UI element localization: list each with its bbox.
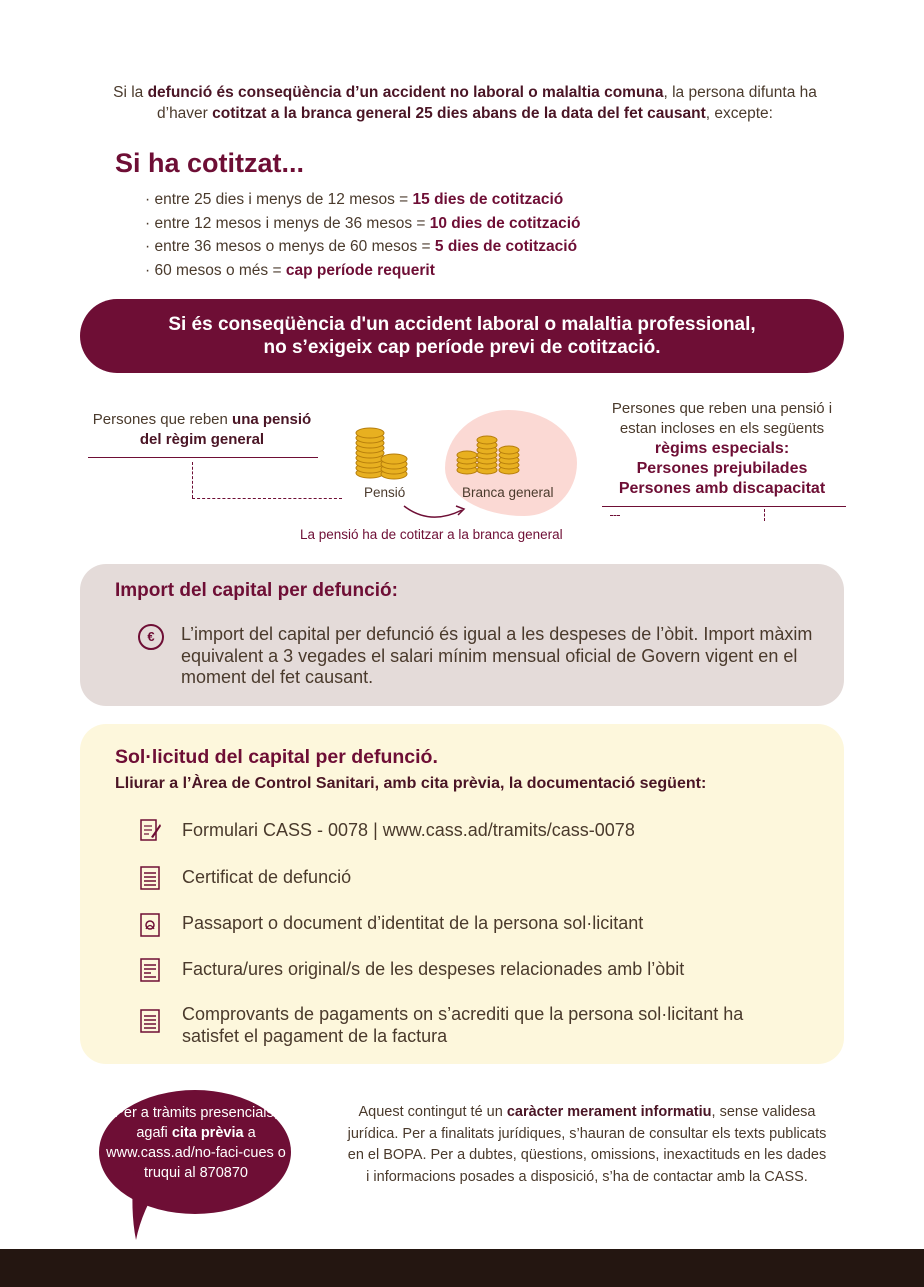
branca-label: Branca general [462,485,554,500]
import-text: L’import del capital per defunció és igual a les despeses de l’òbit. Import màxim equivalent a 3 vegades el salari mínim mensual oficial de Govern vigent en el moment del fet causant. [181,624,813,687]
euro-icon: € [138,624,164,650]
disclaimer-text: Aquest contingut té un caràcter merament informatiu, sense validesa jurídica. Per a finalitats jurídiques, s’hauran de consultar els texts publicats en el BOPA. Per a dubtes, qüestions, omissions, inexactituds en les dades i informacions posades a disposició, s’ha de contactar amb la CASS. [347,1104,827,1185]
invoice-icon [139,957,161,983]
arrow-icon [400,500,470,524]
connector-line [192,462,193,498]
import-title: Import del capital per defunció: [115,580,398,601]
list-item: · entre 12 mesos i menys de 36 mesos = 10 dies de cotització [145,214,581,232]
intro-bold: cotitzat a la branca general 25 dies abans de la data del fet causant [212,105,706,122]
banner-line: Si és conseqüència d'un accident laboral o malaltia professional, [168,314,756,335]
connector-line [192,498,342,499]
document-item: Formulari CASS - 0078 | www.cass.ad/tramits/cass-0078 [182,820,635,840]
intro-text: , la persona difunta ha d’haver [157,84,817,122]
document-item: Passaport o document d’identitat de la persona sol·licitant [182,913,644,933]
document-item: Factura/ures original/s de les despeses relacionades amb l’òbit [182,959,685,979]
intro-text: Si la [113,84,148,101]
connector-line [610,515,620,516]
list-item: · 60 mesos o més = cap període requerit [145,261,435,279]
list-item: · entre 36 mesos o menys de 60 mesos = 5 dies de cotització [145,238,578,255]
solicitud-subtitle: Lliurar a l’Àrea de Control Sanitari, amb cita prèvia, la documentació següent: [115,775,707,792]
pensio-label: Pensió [364,485,406,500]
solicitud-title: Sol·licitud del capital per defunció. [115,746,438,768]
receipt-icon [139,1008,161,1034]
connector-line [764,509,765,521]
coins-stack-icon [455,430,523,476]
divider-line [88,457,318,458]
form-edit-icon [139,817,161,843]
document-icon [139,865,161,891]
footer-band [0,1249,924,1287]
intro-bold: defunció és conseqüència d’un accident no laboral o malaltia comuna [147,84,664,101]
id-card-icon [139,912,161,938]
intro-paragraph [95,82,835,124]
cotitzat-list [145,188,580,282]
accident-laboral-banner [80,299,844,373]
document-item: Certificat de defunció [182,867,352,887]
list-item: · entre 25 dies i menys de 12 mesos = 15 dies de cotització [145,191,564,208]
appointment-text: Per a tràmits presencials, agafi cita prèvia a www.cass.ad/no-faci-cues o truqui al 870870 [106,1105,286,1181]
coins-icon [352,425,410,481]
banner-line: no s’exigeix cap període previ de cotització. [263,337,661,358]
special-regimes-label: Persones que reben una pensió i estan incloses en els següents règims especials: Persones prejubilades Persones amb discapacitat [611,400,833,497]
cotitzat-title: Si ha cotitzat... [115,148,305,178]
general-regime-label: Persones que reben una pensió del règim general [92,411,312,448]
document-item: Comprovants de pagaments on s’acrediti que la persona sol·licitant ha satisfet el pagament de la factura [182,1004,744,1046]
pension-note: La pensió ha de cotitzar a la branca general [300,527,563,542]
divider-line [602,506,846,507]
intro-text: , excepte: [705,105,773,122]
